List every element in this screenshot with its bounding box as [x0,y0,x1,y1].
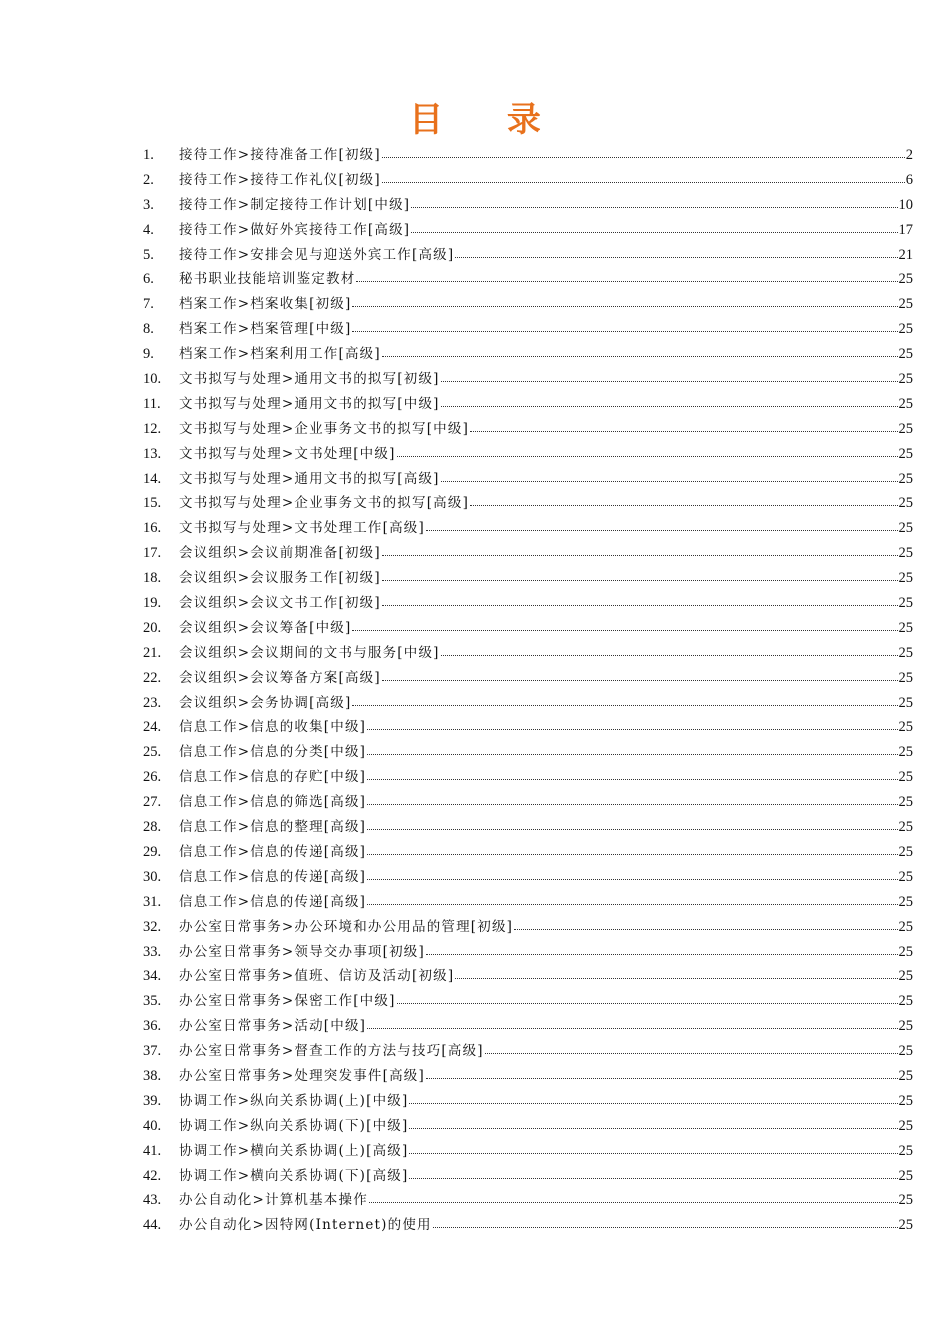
toc-entry[interactable] [143,691,913,716]
toc-dot-leader [352,319,897,333]
toc-dot-leader [352,693,897,707]
toc-entry[interactable] [143,491,913,516]
toc-entry-title: 协调工作>纵向关系协调(下)[中级] [179,1117,409,1134]
toc-entry-title: 信息工作>信息的收集[中级] [179,719,367,736]
toc-entry-title: 会议组织>会议筹备方案[高级] [179,669,381,686]
toc-dot-leader [455,245,897,259]
toc-entry[interactable] [143,616,913,641]
toc-entry[interactable] [143,890,913,915]
toc-dot-leader [426,518,898,532]
toc-entry-page-number: 25 [898,794,913,811]
toc-entry-number: 33. [143,943,162,960]
toc-entry-page-number: 25 [898,1192,913,1209]
toc-entry-number: 30. [143,868,162,885]
toc-entry-title: 办公室日常事务>督查工作的方法与技巧[高级] [179,1043,484,1060]
toc-entry-number: 2. [143,171,154,188]
toc-entry-page-number: 25 [898,1018,913,1035]
toc-entry[interactable] [143,442,913,467]
toc-entry[interactable] [143,715,913,740]
toc-entry[interactable] [143,765,913,790]
toc-dot-leader [367,817,897,831]
toc-entry-title: 会议组织>会议筹备[中级] [179,619,352,636]
toc-entry[interactable] [143,591,913,616]
toc-entry[interactable] [143,815,913,840]
toc-dot-leader [367,842,897,856]
toc-entry[interactable] [143,790,913,815]
toc-entry[interactable] [143,516,913,541]
toc-entry-title: 会议组织>会务协调[高级] [179,694,352,711]
toc-entry-number: 15. [143,495,162,512]
toc-entry[interactable] [143,940,913,965]
toc-entry-title: 会议组织>会议前期准备[初级] [179,545,381,562]
toc-entry[interactable] [143,915,913,940]
toc-entry-page-number: 25 [898,1217,913,1234]
toc-entry[interactable] [143,566,913,591]
toc-dot-leader [367,717,897,731]
toc-entry-title: 档案工作>档案收集[初级] [179,296,352,313]
toc-entry-title: 秘书职业技能培训鉴定教材 [179,271,356,288]
toc-entry-page-number: 25 [898,1092,913,1109]
toc-entry-page-number: 17 [898,221,913,238]
toc-entry-title: 办公室日常事务>办公环境和办公用品的管理[初级] [179,918,514,935]
toc-entry-number: 28. [143,819,162,836]
toc-entry-number: 16. [143,520,162,537]
toc-entry-title: 接待工作>做好外宾接待工作[高级] [179,221,411,238]
toc-entry-page-number: 25 [898,644,913,661]
toc-entry-title: 接待工作>接待准备工作[初级] [179,147,381,163]
toc-entry-number: 5. [143,246,154,263]
toc-entry[interactable] [143,317,913,342]
toc-entry[interactable] [143,218,913,243]
toc-dot-leader [367,1016,897,1030]
toc-entry-title: 办公自动化>因特网(Internet)的使用 [179,1217,432,1234]
toc-entry-number: 29. [143,843,162,860]
toc-entry-number: 37. [143,1043,162,1060]
toc-entry-page-number: 25 [898,271,913,288]
toc-entry-title: 办公室日常事务>处理突发事件[高级] [179,1067,425,1084]
toc-entry-title: 办公室日常事务>保密工作[中级] [179,993,396,1010]
toc-entry[interactable] [143,1089,913,1114]
toc-entry-page-number: 25 [898,346,913,363]
toc-entry-number: 39. [143,1092,162,1109]
toc-entry[interactable] [143,417,913,442]
toc-entry-page-number: 10 [898,196,913,213]
toc-entry-page-number: 25 [898,619,913,636]
toc-entry-title: 办公室日常事务>活动[中级] [179,1018,367,1035]
toc-entry-title: 信息工作>信息的传递[高级] [179,843,367,860]
toc-entry-title: 会议组织>会议期间的文书与服务[中级] [179,644,440,661]
toc-entry-number: 36. [143,1018,162,1035]
toc-entry[interactable] [143,1213,913,1238]
toc-entry-page-number: 25 [898,819,913,836]
toc-entry-page-number: 25 [898,545,913,562]
toc-entry-number: 8. [143,321,154,338]
toc-entry-title: 文书拟写与处理>文书处理[中级] [179,445,396,462]
toc-dot-leader [367,892,897,906]
toc-entry-number: 1. [143,147,154,163]
toc-entry-title: 办公自动化>计算机基本操作 [179,1192,368,1209]
toc-entry-page-number: 25 [898,943,913,960]
toc-dot-leader [382,668,898,682]
toc-entry-number: 27. [143,794,162,811]
toc-entry-number: 32. [143,918,162,935]
toc-dot-leader [397,444,898,458]
toc-entry[interactable] [143,168,913,193]
toc-entry-title: 档案工作>档案管理[中级] [179,321,352,338]
toc-entry-number: 9. [143,346,154,363]
toc-dot-leader [514,917,897,931]
toc-entry-title: 文书拟写与处理>通用文书的拟写[中级] [179,395,440,412]
toc-entry-page-number: 21 [898,246,913,263]
toc-entry-number: 7. [143,296,154,313]
toc-dot-leader [367,867,897,881]
toc-dot-leader [441,369,898,383]
toc-entry[interactable] [143,964,913,989]
toc-entry[interactable] [143,1014,913,1039]
toc-entry[interactable] [143,143,913,168]
toc-entry-title: 文书拟写与处理>企业事务文书的拟写[中级] [179,420,470,437]
toc-entry[interactable] [143,193,913,218]
toc-list [143,143,913,1238]
toc-entry-number: 12. [143,420,162,437]
toc-entry-number: 40. [143,1117,162,1134]
toc-entry-title: 协调工作>横向关系协调(上)[高级] [179,1142,409,1159]
toc-entry-page-number: 25 [898,495,913,512]
toc-entry-page-number: 25 [898,843,913,860]
toc-entry-number: 10. [143,371,162,388]
toc-entry-title: 信息工作>信息的筛选[高级] [179,794,367,811]
toc-entry[interactable] [143,292,913,317]
toc-entry-title: 文书拟写与处理>企业事务文书的拟写[高级] [179,495,470,512]
toc-entry-title: 信息工作>信息的分类[中级] [179,744,367,761]
toc-entry-page-number: 25 [898,570,913,587]
toc-entry[interactable] [143,367,913,392]
toc-entry-number: 41. [143,1142,162,1159]
toc-entry-page-number: 2 [905,147,913,163]
toc-entry[interactable] [143,467,913,492]
toc-entry-number: 25. [143,744,162,761]
toc-dot-leader [382,344,898,358]
toc-dot-leader [382,543,898,557]
toc-entry-title: 协调工作>纵向关系协调(上)[中级] [179,1092,409,1109]
toc-entry-number: 18. [143,570,162,587]
toc-entry-title: 接待工作>制定接待工作计划[中级] [179,196,411,213]
toc-entry-number: 23. [143,694,162,711]
toc-entry-page-number: 25 [898,1167,913,1184]
toc-entry-number: 38. [143,1067,162,1084]
toc-entry-number: 31. [143,893,162,910]
toc-dot-leader [352,618,897,632]
toc-entry-title: 协调工作>横向关系协调(下)[高级] [179,1167,409,1184]
toc-entry-page-number: 25 [898,1117,913,1134]
toc-entry-title: 信息工作>信息的传递[高级] [179,893,367,910]
toc-entry[interactable] [143,1114,913,1139]
toc-dot-leader [441,469,898,483]
toc-entry-page-number: 25 [898,1067,913,1084]
toc-dot-leader [409,1166,897,1180]
toc-entry[interactable] [143,666,913,691]
toc-entry[interactable] [143,641,913,666]
toc-dot-leader [409,1116,897,1130]
toc-entry-title: 办公室日常事务>值班、信访及活动[初级] [179,968,455,985]
toc-entry-page-number: 25 [898,470,913,487]
toc-entry-title: 会议组织>会议文书工作[初级] [179,595,381,612]
toc-entry-number: 19. [143,595,162,612]
toc-entry[interactable] [143,342,913,367]
toc-entry-page-number: 25 [898,395,913,412]
toc-entry-page-number: 25 [898,445,913,462]
toc-entry-page-number: 25 [898,868,913,885]
page-title: 目 录 [409,100,567,140]
toc-entry[interactable] [143,243,913,268]
toc-dot-leader [382,568,898,582]
toc-entry-page-number: 25 [898,893,913,910]
toc-dot-leader [367,742,897,756]
toc-entry-page-number: 25 [898,694,913,711]
toc-entry-title: 信息工作>信息的整理[高级] [179,819,367,836]
toc-dot-leader [382,170,905,184]
toc-dot-leader [411,220,897,234]
toc-entry-number: 20. [143,619,162,636]
toc-dot-leader [426,942,898,956]
toc-entry-number: 17. [143,545,162,562]
toc-dot-leader [470,493,897,507]
toc-entry-number: 42. [143,1167,162,1184]
toc-dot-leader [367,767,897,781]
toc-entry-title: 接待工作>安排会见与迎送外宾工作[高级] [179,246,455,263]
toc-dot-leader [409,1091,897,1105]
toc-entry[interactable] [143,1039,913,1064]
toc-entry-page-number: 25 [898,420,913,437]
toc-entry-number: 13. [143,445,162,462]
toc-dot-leader [397,991,898,1005]
toc-entry-number: 43. [143,1192,162,1209]
toc-entry-number: 34. [143,968,162,985]
toc-entry[interactable] [143,840,913,865]
toc-entry-page-number: 25 [898,595,913,612]
toc-entry-page-number: 25 [898,1043,913,1060]
toc-dot-leader [433,1215,898,1229]
toc-entry-number: 35. [143,993,162,1010]
toc-dot-leader [382,593,898,607]
toc-entry-page-number: 25 [898,744,913,761]
toc-dot-leader [352,294,897,308]
toc-dot-leader [409,1141,897,1155]
toc-entry[interactable] [143,1139,913,1164]
toc-entry-number: 14. [143,470,162,487]
toc-entry-page-number: 25 [898,993,913,1010]
toc-entry-title: 文书拟写与处理>文书处理工作[高级] [179,520,425,537]
toc-entry-page-number: 25 [898,296,913,313]
toc-entry-title: 文书拟写与处理>通用文书的拟写[初级] [179,371,440,388]
toc-entry-number: 24. [143,719,162,736]
toc-dot-leader [470,419,897,433]
toc-dot-leader [485,1041,898,1055]
toc-entry-page-number: 25 [898,918,913,935]
toc-entry-number: 26. [143,769,162,786]
toc-entry-title: 会议组织>会议服务工作[初级] [179,570,381,587]
toc-dot-leader [455,966,897,980]
toc-entry-page-number: 25 [898,1142,913,1159]
toc-entry-page-number: 6 [905,171,913,188]
toc-dot-leader [441,643,898,657]
toc-entry-number: 6. [143,271,154,288]
toc-entry-title: 信息工作>信息的存贮[中级] [179,769,367,786]
toc-dot-leader [411,195,897,209]
toc-entry-page-number: 25 [898,371,913,388]
toc-entry[interactable] [143,541,913,566]
toc-entry-page-number: 25 [898,669,913,686]
toc-entry-page-number: 25 [898,769,913,786]
toc-entry-title: 信息工作>信息的传递[高级] [179,868,367,885]
toc-entry[interactable] [143,392,913,417]
toc-entry[interactable] [143,1064,913,1089]
toc-entry-number: 11. [143,395,161,412]
toc-entry-page-number: 25 [898,321,913,338]
toc-entry-title: 文书拟写与处理>通用文书的拟写[高级] [179,470,440,487]
toc-entry-title: 档案工作>档案利用工作[高级] [179,346,381,363]
toc-entry-page-number: 25 [898,520,913,537]
toc-entry[interactable] [143,989,913,1014]
toc-dot-leader [441,394,898,408]
toc-dot-leader [426,1066,898,1080]
toc-entry-page-number: 25 [898,719,913,736]
toc-entry[interactable] [143,1188,913,1213]
toc-dot-leader [382,145,905,159]
toc-entry-number: 21. [143,644,162,661]
toc-entry-number: 22. [143,669,162,686]
toc-entry-page-number: 25 [898,968,913,985]
toc-entry-number: 44. [143,1217,162,1234]
toc-dot-leader [367,792,897,806]
toc-dot-leader [369,1190,898,1204]
toc-entry[interactable] [143,267,913,292]
toc-entry-number: 3. [143,196,154,213]
toc-entry-title: 接待工作>接待工作礼仪[初级] [179,171,381,188]
toc-entry-number: 4. [143,221,154,238]
toc-entry[interactable] [143,1164,913,1189]
toc-entry[interactable] [143,865,913,890]
toc-dot-leader [356,269,897,283]
toc-entry-title: 办公室日常事务>领导交办事项[初级] [179,943,425,960]
toc-entry[interactable] [143,740,913,765]
